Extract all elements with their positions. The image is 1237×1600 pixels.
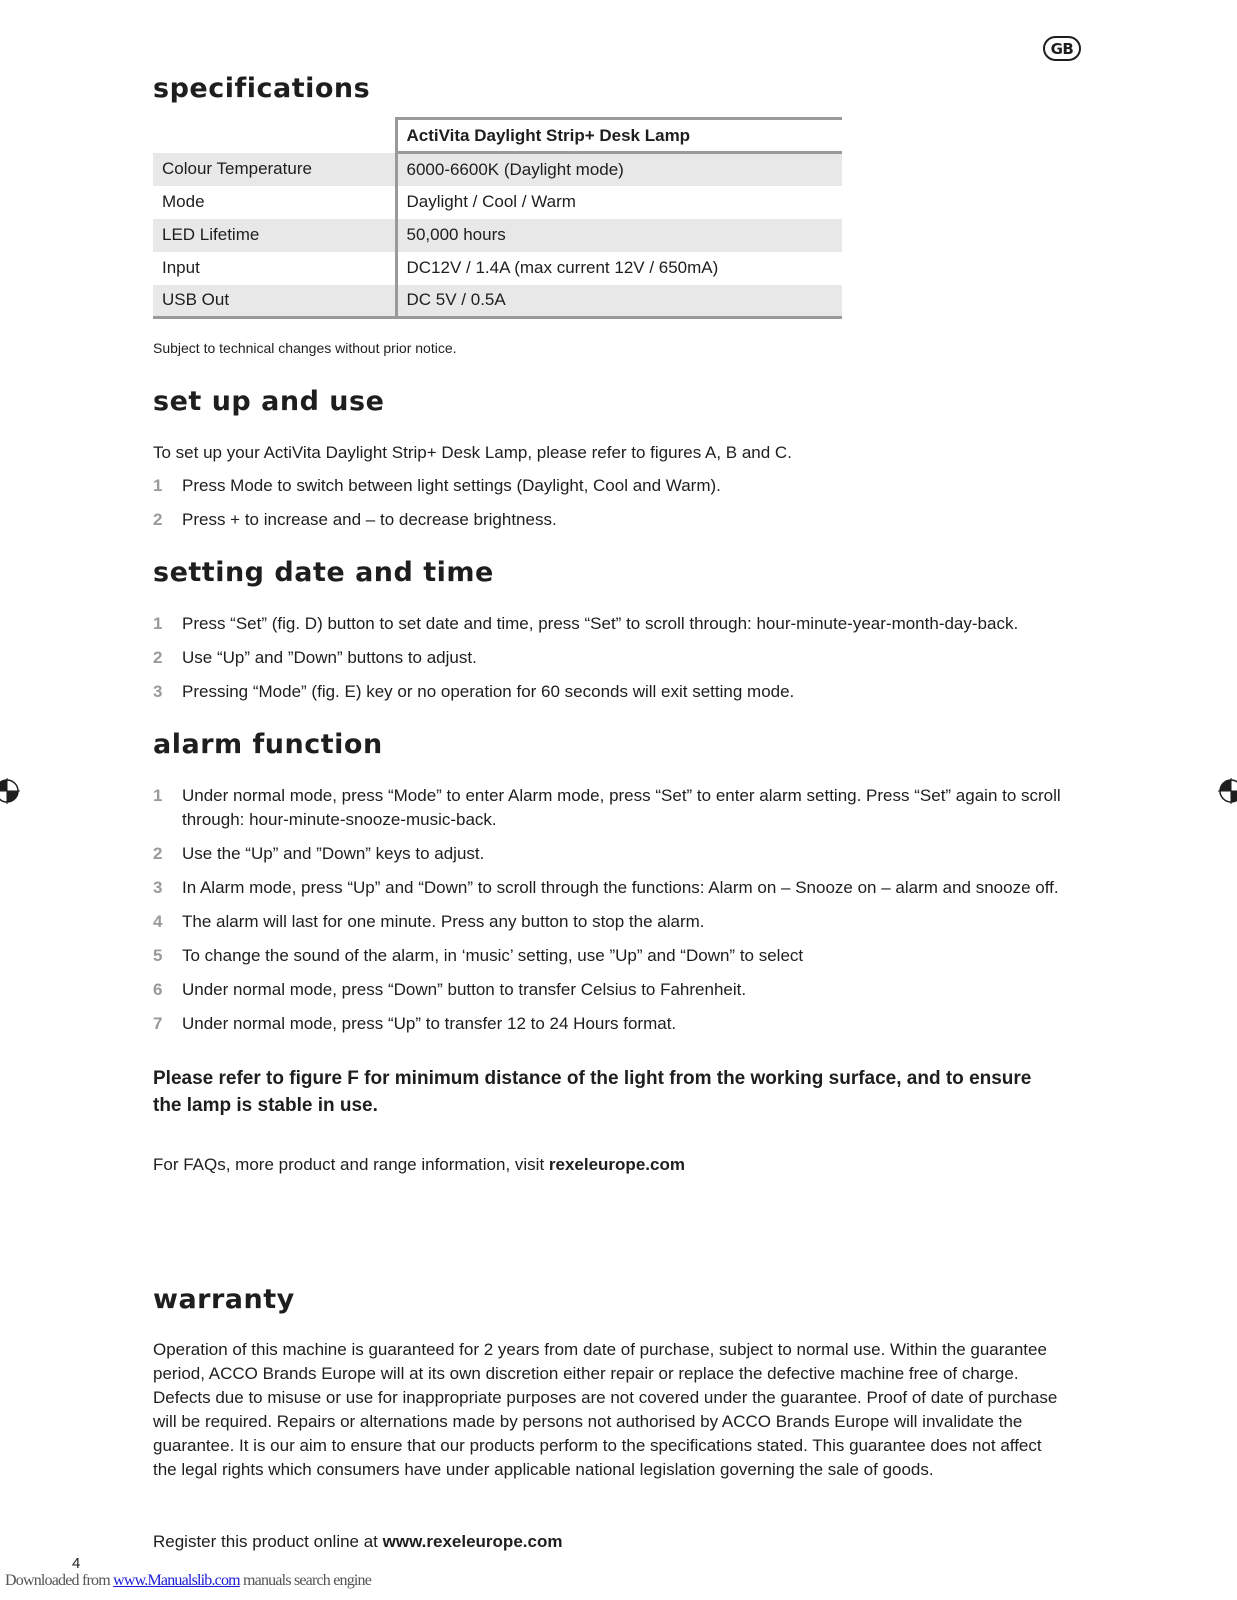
step-number: 5: [153, 946, 163, 965]
step-text: Press + to increase and – to decrease brightness.: [182, 510, 557, 529]
step-text: Use the “Up” and ”Down” keys to adjust.: [182, 844, 485, 863]
step-text: Pressing “Mode” (fig. E) key or no operation for 60 seconds will exit setting mode.: [182, 682, 795, 701]
step-text: Press “Set” (fig. D) button to set date and time, press “Set” to scroll through: hour-minute-year-month-day-back.: [182, 614, 1019, 633]
step-number: 6: [153, 980, 163, 999]
spec-label: LED Lifetime: [153, 219, 396, 252]
list-item: [153, 876, 1083, 900]
step-text: Under normal mode, press “Up” to transfer 12 to 24 Hours format.: [182, 1014, 677, 1033]
list-item: [153, 944, 1083, 968]
list-item: [153, 680, 1083, 704]
table-row: [153, 186, 842, 219]
step-number: 1: [153, 476, 163, 495]
warranty-heading: warranty: [153, 1284, 295, 1315]
register-text: Register this product online at: [153, 1532, 383, 1551]
registration-mark-left-icon: [0, 778, 20, 804]
figure-f-note: Please refer to figure F for minimum distance of the light from the working surface, and to ensure the lamp is stable in use.: [153, 1068, 1032, 1116]
language-badge: GB: [1043, 36, 1081, 61]
spec-value: DC 5V / 0.5A: [396, 285, 842, 318]
step-text: Under normal mode, press “Down” button to transfer Celsius to Fahrenheit.: [182, 980, 747, 999]
specifications-heading: specifications: [153, 73, 371, 104]
product-header-cell: ActiVita Daylight Strip+ Desk Lamp: [396, 119, 842, 153]
faq-text: For FAQs, more product and range information, visit: [153, 1155, 549, 1174]
faq-line: [153, 1153, 685, 1177]
setup-intro: To set up your ActiVita Daylight Strip+ Desk Lamp, please refer to figures A, B and C.: [153, 443, 792, 462]
faq-link[interactable]: rexeleurope.com: [548, 1155, 685, 1174]
spec-value: DC12V / 1.4A (max current 12V / 650mA): [406, 258, 719, 277]
table-header-empty-cell: [153, 119, 396, 153]
list-item: [153, 842, 1083, 866]
warranty-text: Operation of this machine is guaranteed for 2 years from date of purchase, subject to normal use. Within the guarantee period, ACCO Brands Europe will at its own discretion either repair or replace the defective machine free of charge. Defects due to misuse or use for inappropriate purposes are not covered under the guarantee. Proof of date of purchase will be required. Repairs or alternations made by persons not authorised by ACCO Brands Europe will invalidate the guarantee. It is our aim to ensure that our products perform to the specifications stated. This guarantee does not affect the legal rights which consumers have under applicable national legislation governing the sale of goods.: [153, 1340, 1058, 1479]
table-row: [153, 219, 842, 252]
step-number: 3: [153, 682, 163, 701]
step-number: 2: [153, 648, 163, 667]
step-number: 1: [153, 786, 163, 805]
manualslib-link[interactable]: www.Manualslib.com: [113, 1572, 240, 1589]
datetime-heading: setting date and time: [153, 557, 494, 588]
list-item: [153, 978, 1083, 1002]
footer-suffix: manuals search engine: [239, 1572, 372, 1589]
table-row: [153, 252, 842, 285]
step-text: The alarm will last for one minute. Press any button to stop the alarm.: [182, 912, 705, 931]
step-number: 2: [153, 844, 163, 863]
list-item: [153, 474, 1083, 498]
page-number: 4: [72, 1555, 81, 1572]
spec-value: 50,000 hours: [396, 219, 842, 252]
table-header-row: [153, 119, 842, 153]
list-item: [153, 612, 1083, 636]
specifications-table: [153, 117, 842, 319]
step-number: 2: [153, 510, 163, 529]
spec-label: Input: [153, 252, 396, 285]
spec-label: USB Out: [153, 285, 396, 318]
list-item: [153, 910, 1083, 934]
step-number: 3: [153, 878, 163, 897]
step-text: Under normal mode, press “Mode” to enter Alarm mode, press “Set” to enter alarm setting. Press “Set” again to scroll through: hour-minute-snooze-music-back.: [182, 786, 1061, 829]
register-line: [153, 1530, 562, 1554]
footer-prefix: Downloaded from: [5, 1572, 114, 1589]
list-item: [153, 784, 1083, 832]
setup-heading: set up and use: [153, 386, 385, 417]
list-item: [153, 1012, 1083, 1036]
list-item: [153, 646, 1083, 670]
step-number: 7: [153, 1014, 163, 1033]
table-row: [153, 153, 842, 186]
step-text: Press Mode to switch between light settings (Daylight, Cool and Warm).: [182, 476, 721, 495]
list-item: [153, 508, 1083, 532]
spec-label: Mode: [153, 186, 396, 219]
table-row: [153, 285, 842, 318]
step-text: Use “Up” and ”Down” buttons to adjust.: [182, 648, 477, 667]
step-text: In Alarm mode, press “Up” and “Down” to scroll through the functions: Alarm on – Snooze on – alarm and snooze off.: [182, 878, 1059, 897]
download-footer: [5, 1572, 371, 1590]
spec-label: Colour Temperature: [153, 153, 396, 186]
registration-mark-right-icon: [1218, 778, 1237, 804]
step-number: 1: [153, 614, 163, 633]
technical-changes-note: Subject to technical changes without prior notice.: [153, 340, 457, 356]
spec-value: Daylight / Cool / Warm: [406, 192, 576, 211]
step-text: To change the sound of the alarm, in ‘music’ setting, use ”Up” and “Down” to select: [182, 946, 804, 965]
register-link[interactable]: www.rexeleurope.com: [382, 1532, 563, 1551]
alarm-heading: alarm function: [153, 729, 383, 760]
spec-value: 6000-6600K (Daylight mode): [396, 153, 842, 186]
step-number: 4: [153, 912, 163, 931]
